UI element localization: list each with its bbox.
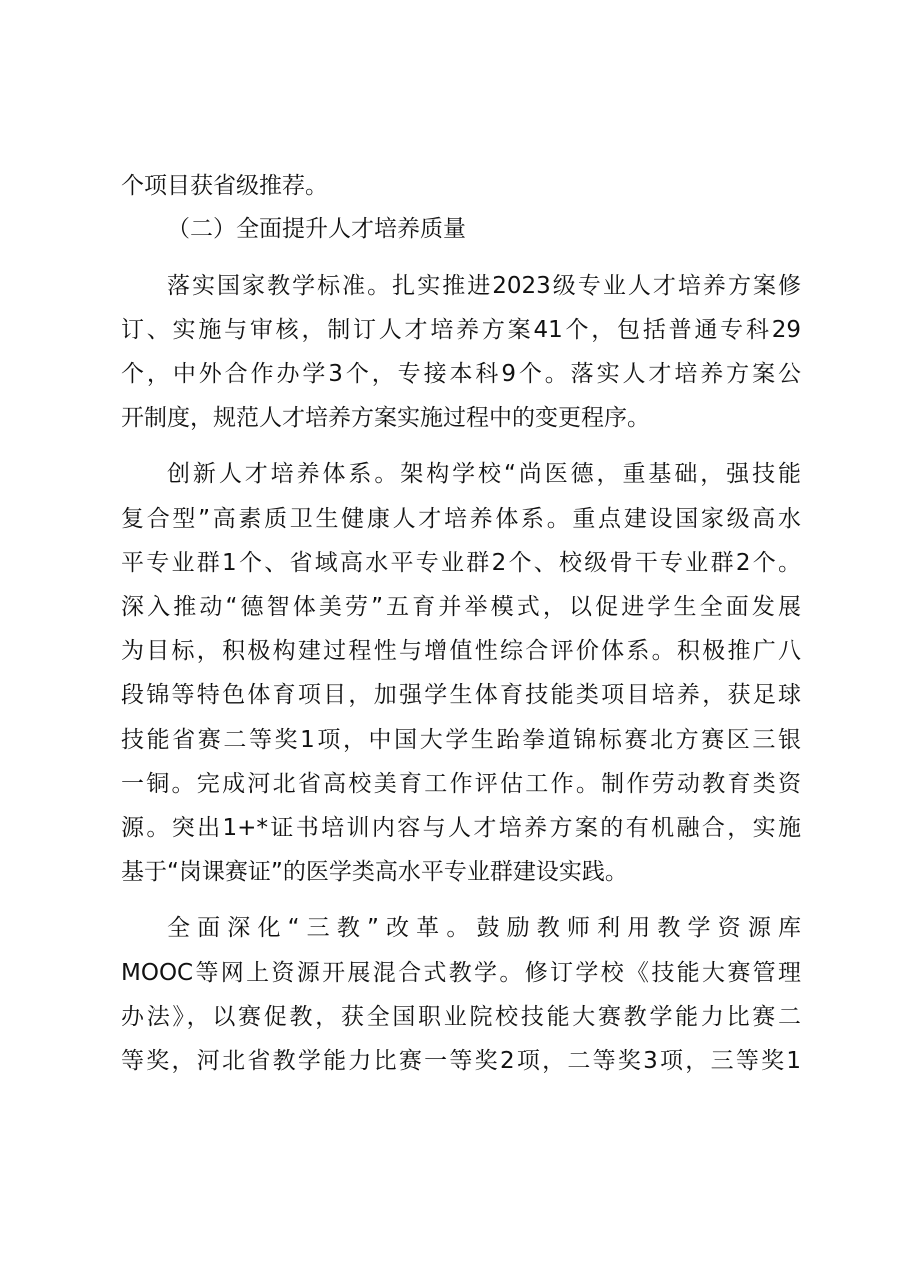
paragraph-line: 开制度，规范人才培养方案实施过程中的变更程序。 — [121, 405, 650, 431]
paragraph-line: 落实国家教学标准。扎实推进2023级专业人才培养方案修 — [167, 273, 801, 299]
paragraph-line: MOOC等网上资源开展混合式教学。修订学校《技能大赛管理 — [121, 960, 801, 986]
paragraph-line: 基于“岗课赛证”的医学类高水平专业群建设实践。 — [121, 859, 628, 885]
paragraph-line: 办法》，以赛促教，获全国职业院校技能大赛教学能力比赛二 — [121, 1004, 801, 1030]
paragraph-line: 一铜。完成河北省高校美育工作评估工作。制作劳动教育类资 — [121, 771, 801, 797]
paragraph-line: 创新人才培养体系。架构学校“尚医德，重基础，强技能 — [167, 461, 801, 487]
paragraph-line: 深入推动“德智体美劳”五育并举模式，以促进学生全面发展 — [121, 594, 801, 620]
paragraph-line: 复合型”高素质卫生健康人才培养体系。重点建设国家级高水 — [121, 506, 801, 532]
paragraph-line: 平专业群1个、省域高水平专业群2个、校级骨干专业群2个。 — [121, 550, 801, 576]
paragraph-line: 为目标，积极构建过程性与增值性综合评价体系。积极推广八 — [121, 638, 801, 664]
paragraph-line: 个，中外合作办学3个，专接本科9个。落实人才培养方案公 — [121, 361, 801, 387]
paragraph-line: 订、实施与审核，制订人才培养方案41个，包括普通专科29 — [121, 317, 801, 343]
paragraph-line: 全面深化“三教”改革。鼓励教师利用教学资源库 — [167, 915, 801, 941]
paragraph-line: 段锦等特色体育项目，加强学生体育技能类项目培养，获足球 — [121, 682, 801, 708]
paragraph-line: 等奖，河北省教学能力比赛一等奖2项，二等奖3项，三等奖1 — [121, 1048, 801, 1074]
section-heading: （二）全面提升人才培养质量 — [167, 216, 466, 242]
paragraph-line: 技能省赛二等奖1项，中国大学生跆拳道锦标赛北方赛区三银 — [121, 727, 801, 753]
paragraph-line: 源。突出1+*证书培训内容与人才培养方案的有机融合，实施 — [121, 815, 801, 841]
paragraph-line: 个项目获省级推荐。 — [121, 173, 328, 199]
